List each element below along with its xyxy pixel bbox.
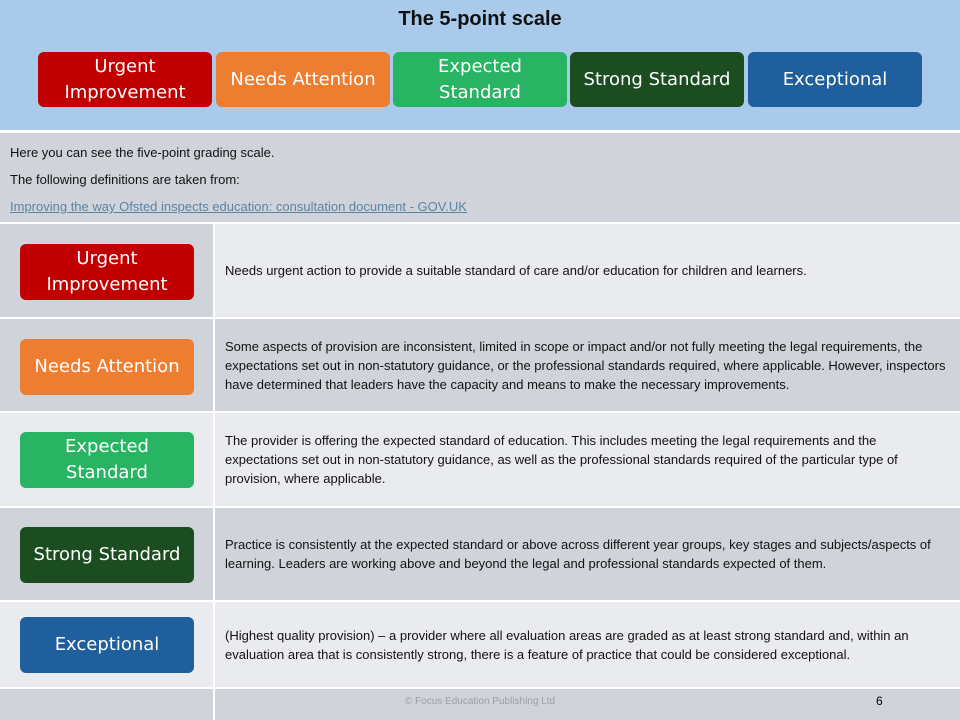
intro-line-2: The following definitions are taken from:	[10, 172, 240, 187]
scale-expected-line1: Expected	[438, 55, 522, 77]
grade-urgent-line1: Urgent	[76, 248, 138, 269]
scale-exceptional: Exceptional	[748, 52, 922, 107]
intro-section	[0, 133, 960, 222]
definition-text: Practice is consistently at the expected standard or above across different year groups, key stages and subjects/aspects of learning. Leaders are working above and beyond the legal and professional standards expected of them.	[225, 537, 931, 571]
definition-text: Needs urgent action to provide a suitable standard of care and/or education for children and learners.	[225, 263, 807, 278]
scale-strong-standard: Strong Standard	[570, 52, 744, 107]
definition-text: (Highest quality provision) – a provider where all evaluation areas are graded as at least strong standard and, within an evaluation area that is consistently strong, there is a feature of practice that could be considered exceptional.	[225, 627, 909, 662]
grade-expected-line2: Standard	[66, 462, 148, 483]
source-link[interactable]: Improving the way Ofsted inspects education: consultation document - GOV.UK	[10, 199, 467, 214]
grade-expected-standard	[20, 432, 194, 488]
grade-strong-standard: Strong Standard	[20, 527, 194, 583]
scale-urgent-improvement	[38, 52, 212, 107]
grade-expected-line1: Expected	[65, 436, 149, 457]
grade-urgent-line2: Improvement	[46, 274, 168, 295]
grade-urgent-improvement	[20, 244, 194, 300]
definition-text: Some aspects of provision are inconsistent, limited in scope or impact and/or not fully meeting the legal requirements, the expectations set out in non-statutory guidance, or the professional standards required, where applicable. However, inspectors have determined that leaders have the capacity and means to make the necessary improvements.	[225, 338, 946, 392]
page-title: The 5-point scale	[398, 8, 562, 30]
grade-exceptional: Exceptional	[20, 617, 194, 673]
scale-expected-line2: Standard	[439, 81, 521, 103]
intro-line-1: Here you can see the five-point grading scale.	[10, 145, 275, 160]
definition-text: The provider is offering the expected standard of education. This includes meeting the legal requirements and the expectations set out in non-statutory guidance, as well as the professional standards required of the particular type of provision, where applicable.	[225, 433, 898, 486]
scale-expected-standard	[393, 52, 567, 107]
scale-urgent-line1: Urgent	[94, 55, 156, 77]
scale-needs-attention: Needs Attention	[216, 52, 390, 107]
column-divider	[213, 224, 215, 720]
scale-urgent-line2: Improvement	[64, 81, 186, 103]
copyright-text: © Focus Education Publishing Ltd	[404, 696, 556, 707]
page-number: 6	[876, 694, 883, 708]
grade-needs-attention: Needs Attention	[20, 339, 194, 395]
